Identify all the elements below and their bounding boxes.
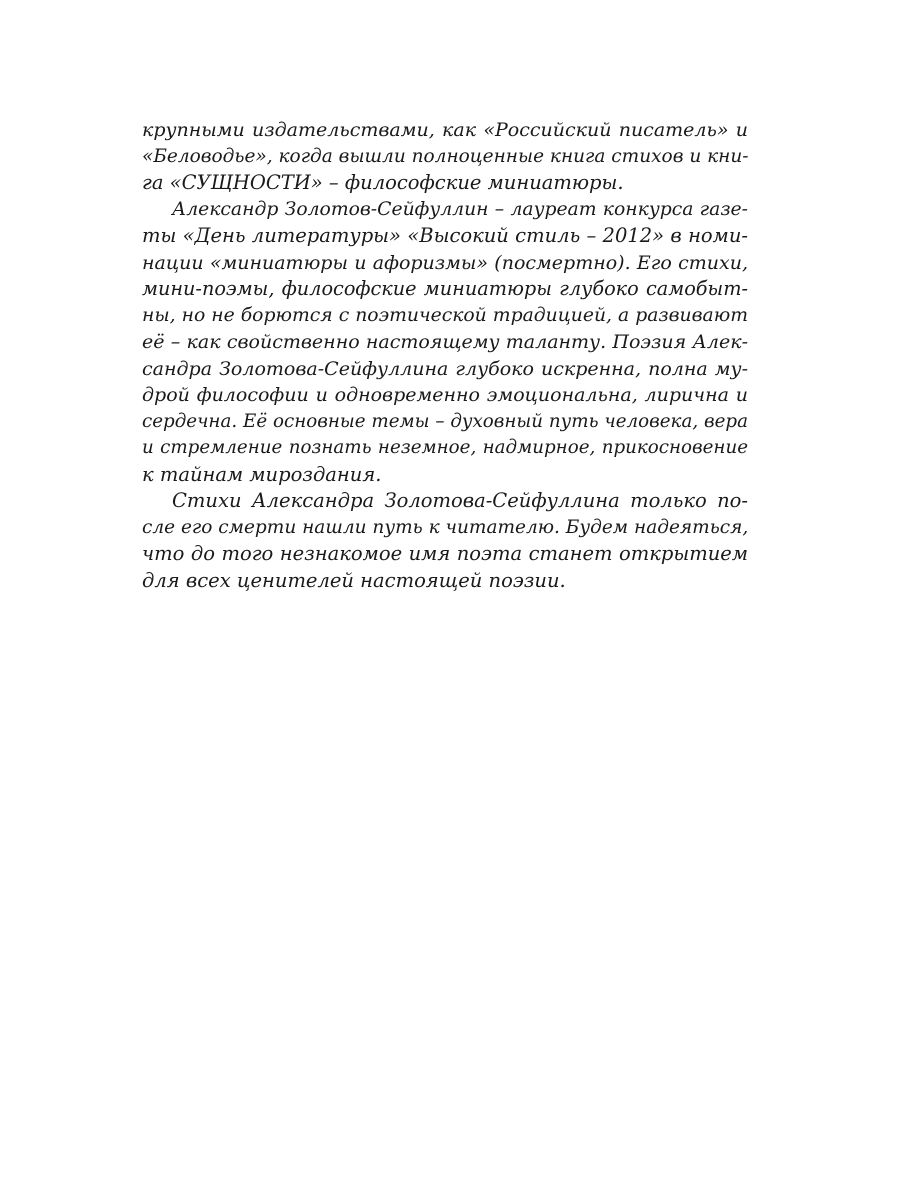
text-line: дрой философии и одновременно эмоциональна, лирична и	[142, 384, 748, 406]
text-line: сердечна. Её основные темы – духовный путь человека, вера	[142, 410, 748, 432]
paragraph-start-line: Александр Золотов-Сейфуллин – лауреат конкурса газе-	[172, 198, 748, 220]
text-line: га «СУЩНОСТИ» – философские миниатюры.	[142, 171, 624, 194]
text-line: сле его смерти нашли путь к читателю. Будем надеяться,	[142, 516, 749, 538]
text-line: к тайнам мироздания.	[142, 462, 382, 486]
text-line: для всех ценителей настоящей поэзии.	[142, 568, 566, 592]
text-line: и стремление познать неземное, надмирное, прикосновение	[142, 437, 748, 458]
text-line: мини-поэмы, философские миниатюры глубоко самобыт-	[142, 277, 748, 300]
text-line: сандра Золотова-Сейфуллина глубоко искренна, полна му-	[142, 357, 748, 380]
body-text	[142, 117, 748, 594]
text-line: её – как свойственно настоящему таланту. Поэзия Алек-	[142, 331, 748, 353]
text-line: «Беловодье», когда вышли полноценные книга стихов и кни-	[142, 145, 749, 167]
paragraph-start-line: Стихи Александра Золотова-Сейфуллина только по-	[172, 489, 748, 512]
text-line: что до того незнакомое имя поэта станет открытием	[142, 542, 748, 565]
text-line: нации «миниатюры и афоризмы» (посмертно). Его стихи,	[142, 251, 748, 274]
text-line: ны, но не борются с поэтической традицией, а развивают	[142, 304, 748, 326]
text-line: крупными издательствами, как «Российский писатель» и	[142, 119, 748, 141]
text-line: ты «День литературы» «Высокий стиль – 2012» в номи-	[142, 224, 748, 247]
